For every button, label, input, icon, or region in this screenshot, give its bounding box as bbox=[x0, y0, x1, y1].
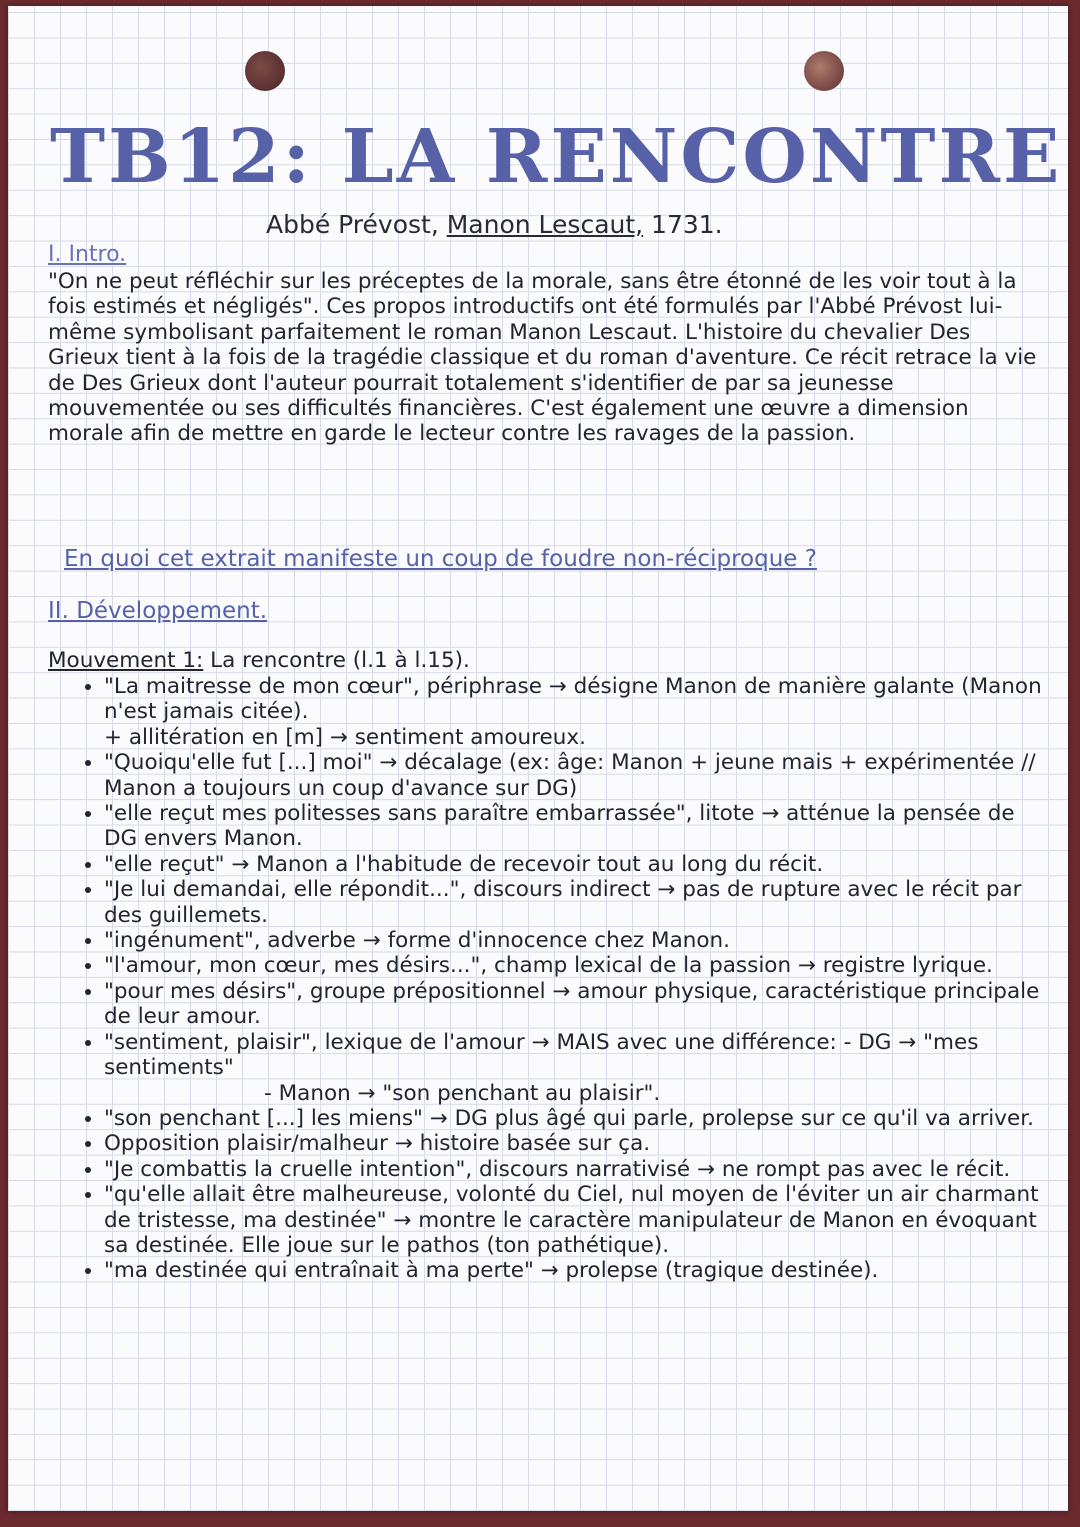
bullet-text: "ma destinée qui entraînait à ma perte" → prolepse (tragique destinée). bbox=[104, 1258, 879, 1284]
analysis-bullet bbox=[104, 1131, 1054, 1156]
bullet-text: "l'amour, mon cœur, mes désirs...", champ lexical de la passion → registre lyrique. bbox=[104, 953, 993, 979]
bullet-text: "sentiment, plaisir", lexique de l'amour → MAIS avec une différence: - DG → "mes sentiments" bbox=[104, 1029, 979, 1081]
problematic-question: En quoi cet extrait manifeste un coup de foudre non-réciproque ? bbox=[64, 546, 817, 572]
subtitle bbox=[266, 210, 723, 239]
notebook-page bbox=[8, 6, 1068, 1511]
analysis-bullet bbox=[104, 674, 1054, 750]
bullet-text: "Je combattis la cruelle intention", discours narrativisé → ne rompt pas avec le récit. bbox=[104, 1156, 1011, 1182]
analysis-bullet bbox=[104, 953, 1054, 978]
movement-label: Mouvement 1: bbox=[48, 648, 204, 673]
intro-paragraph: "On ne peut réfléchir sur les préceptes de la morale, sans être étonné de les voir tout à la fois estimés et négligés". Ces propos introductifs ont été formulés par l'Abbé Prévost lui-même symbolisant parfaitement le roman Manon Lescaut. L'histoire du chevalier Des Grieux tient à la fois de la tragédie classique et du roman d'aventure. Ce récit retrace la vie de Des Grieux dont l'auteur pourrait totalement s'identifier de par sa jeunesse mouvementée ou ses difficultés financières. C'est également une œuvre a dimension morale afin de mettre en garde le lecteur contre les ravages de la passion. bbox=[48, 269, 1037, 447]
analysis-bullet bbox=[104, 1258, 1054, 1283]
movement-title: La rencontre (l.1 à l.15). bbox=[203, 648, 470, 673]
year: 1731. bbox=[643, 210, 723, 239]
analysis-list bbox=[86, 674, 1054, 1284]
binder-hole-right bbox=[804, 51, 844, 91]
analysis-bullet bbox=[104, 1030, 1054, 1106]
book-title: Manon Lescaut, bbox=[446, 210, 644, 239]
analysis-bullet bbox=[104, 877, 1054, 928]
page-title: TB12: LA RENCONTRE bbox=[50, 114, 1063, 200]
bullet-text: "qu'elle allait être malheureuse, volonté du Ciel, nul moyen de l'éviter un air charmant de tristesse, ma destinée" → montre le caractère manipulateur de Manon en évoquant sa destinée. Elle joue sur le pathos (ton pathétique). bbox=[104, 1182, 1039, 1258]
bullet-text: Opposition plaisir/malheur → histoire basée sur ça. bbox=[104, 1131, 651, 1157]
analysis-bullet bbox=[104, 1182, 1054, 1258]
bullet-indent: - Manon → "son penchant au plaisir". bbox=[264, 1080, 661, 1106]
bullet-text: "Quoiqu'elle fut [...] moi" → décalage (ex: âge: Manon + jeune mais + expérimentée // Manon a toujours un coup d'avance sur DG) bbox=[104, 750, 1036, 801]
binder-hole-left bbox=[245, 51, 285, 91]
author: Abbé Prévost, bbox=[266, 210, 447, 239]
bullet-text: "La maitresse de mon cœur", périphrase → désigne Manon de manière galante (Manon n'est jamais citée). bbox=[104, 674, 1042, 725]
bullet-text: "son penchant [...] les miens" → DG plus âgé qui parle, prolepse sur ce qu'il va arriver. bbox=[104, 1105, 1034, 1131]
movement-heading bbox=[48, 648, 470, 673]
intro-heading: I. Intro. bbox=[48, 242, 127, 267]
analysis-bullet bbox=[104, 852, 1054, 877]
analysis-bullet bbox=[104, 1106, 1054, 1131]
bullet-text: "elle reçut mes politesses sans paraître embarrassée", litote → atténue la pensée de DG envers Manon. bbox=[104, 801, 1015, 852]
bullet-text: "Je lui demandai, elle répondit...", discours indirect → pas de rupture avec le récit par des guillemets. bbox=[104, 877, 1022, 928]
analysis-bullet bbox=[104, 1157, 1054, 1182]
bullet-text: "elle reçut" → Manon a l'habitude de recevoir tout au long du récit. bbox=[104, 851, 824, 877]
analysis-bullet bbox=[104, 979, 1054, 1030]
analysis-bullet bbox=[104, 750, 1054, 801]
bullet-text: "pour mes désirs", groupe prépositionnel → amour physique, caractéristique principale de leur amour. bbox=[104, 978, 1040, 1030]
development-heading: II. Développement. bbox=[48, 598, 268, 624]
analysis-bullet bbox=[104, 928, 1054, 953]
bullet-text: "ingénument", adverbe → forme d'innocence chez Manon. bbox=[104, 928, 731, 954]
bullet-extra: + allitération en [m] → sentiment amoureux. bbox=[104, 724, 586, 750]
analysis-bullet bbox=[104, 801, 1054, 852]
